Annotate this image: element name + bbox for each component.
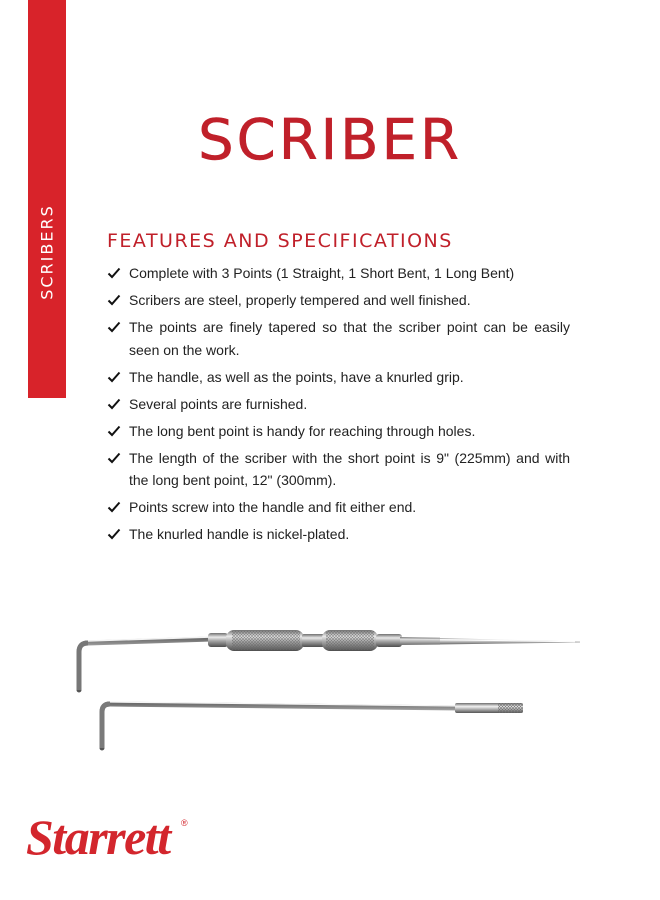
side-tab-label: SCRIBERS xyxy=(37,204,57,300)
feature-text: The handle, as well as the points, have a knurled grip. xyxy=(129,368,464,385)
feature-text: The points are finely tapered so that the scriber point can be easily seen on the work. xyxy=(129,319,570,358)
feature-text: The knurled handle is nickel-plated. xyxy=(129,526,350,542)
feature-text: Scribers are steel, properly tempered and well finished. xyxy=(129,292,471,308)
feature-text: Several points are furnished. xyxy=(129,395,308,412)
section-heading: FEATURES AND SPECIFICATIONS xyxy=(107,230,453,252)
feature-text: The long bent point is handy for reaching through holes. xyxy=(129,422,476,439)
registered-mark: ® xyxy=(181,818,188,828)
page-title: SCRIBER xyxy=(198,108,462,173)
starrett-logo: Starrett xyxy=(26,809,170,865)
feature-text: The length of the scriber with the short point is 9" (225mm) and with the long bent point, 12" (300mm). xyxy=(129,449,570,488)
feature-text: Points screw into the handle and fit either end. xyxy=(129,499,417,515)
feature-text: Complete with 3 Points (1 Straight, 1 Short Bent, 1 Long Bent) xyxy=(129,265,515,281)
